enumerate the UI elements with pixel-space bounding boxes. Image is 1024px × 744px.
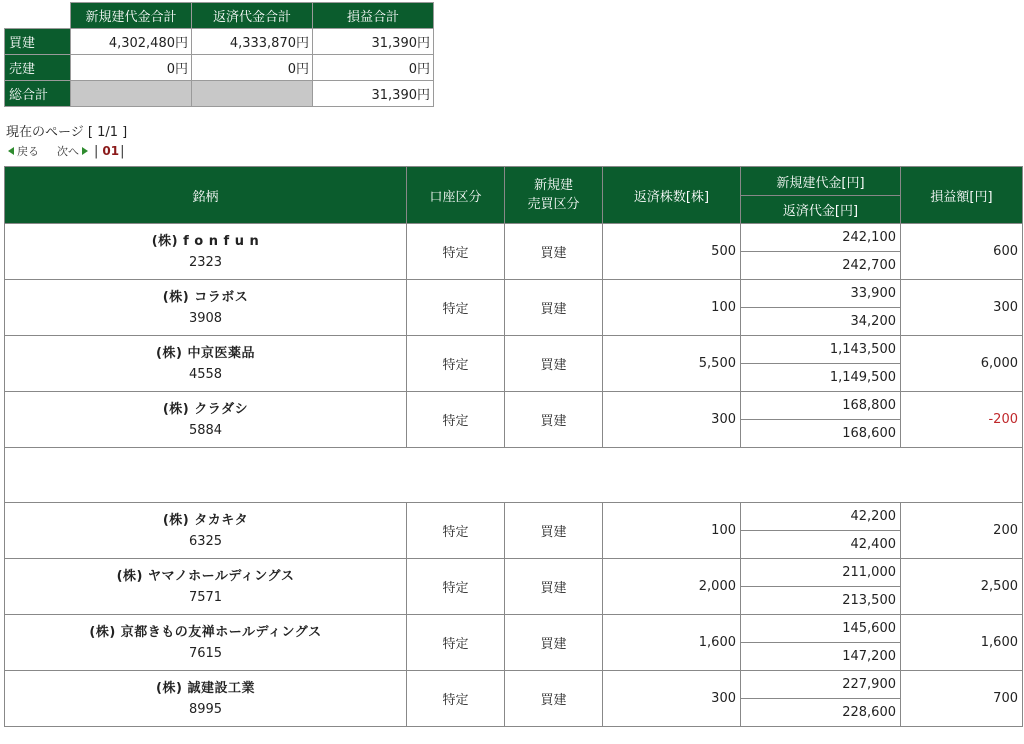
profit-loss: -200 [901,392,1023,448]
repay-amount: 213,500 [741,587,901,615]
new-amount: 33,900 [741,280,901,308]
stock-cell [5,671,407,727]
stock-cell [5,224,407,280]
summary-pl-value: 31,390円 [313,29,434,55]
summary-new-value: 0円 [71,55,192,81]
table-row [5,280,1023,308]
summary-pl-value: 0円 [313,55,434,81]
account-type: 特定 [407,559,505,615]
table-row [5,671,1023,699]
back-label: 戻る [17,145,39,158]
stock-name[interactable]: (株) クラダシ [162,401,249,417]
summary-row-label: 買建 [5,29,71,55]
stock-cell [5,615,407,671]
new-amount: 227,900 [741,671,901,699]
page-link-01[interactable]: 01 [102,144,120,158]
header-repay-amount: 返済代金[円] [741,196,901,224]
account-type: 特定 [407,224,505,280]
new-amount: 42,200 [741,503,901,531]
profit-loss: 700 [901,671,1023,727]
profit-loss: 1,600 [901,615,1023,671]
table-row [5,615,1023,643]
stock-code: 8995 [188,701,223,717]
account-type: 特定 [407,615,505,671]
repay-amount: 242,700 [741,252,901,280]
profit-loss: 200 [901,503,1023,559]
account-type: 特定 [407,503,505,559]
account-type: 特定 [407,336,505,392]
repay-shares: 100 [603,280,741,336]
triangle-left-icon [8,147,14,155]
new-amount: 145,600 [741,615,901,643]
stock-cell [5,503,407,559]
repay-shares: 1,600 [603,615,741,671]
summary-corner [5,3,71,29]
trade-type: 買建 [505,671,603,727]
new-amount: 168,800 [741,392,901,420]
header-shares: 返済株数[株] [603,167,741,224]
header-pl: 損益額[円] [901,167,1023,224]
summary-header-new: 新規建代金合計 [71,3,192,29]
stock-code: 3908 [188,310,223,326]
account-type: 特定 [407,280,505,336]
triangle-right-icon [82,147,88,155]
stock-name[interactable]: (株) f o n f u n [151,233,260,249]
repay-amount: 147,200 [741,643,901,671]
page-status: 現在のページ [ 1/1 ] [6,125,128,140]
profit-loss: 6,000 [901,336,1023,392]
summary-header-pl: 損益合計 [313,3,434,29]
repay-amount: 42,400 [741,531,901,559]
summary-repay-value: 0円 [192,55,313,81]
next-link[interactable] [57,143,88,159]
spacer-cell [5,448,1023,503]
stock-code: 7615 [188,645,223,661]
summary-table [4,2,434,107]
repay-shares: 100 [603,503,741,559]
profit-loss: 300 [901,280,1023,336]
repay-amount: 168,600 [741,420,901,448]
table-row [5,336,1023,364]
header-stock: 銘柄 [5,167,407,224]
trade-type: 買建 [505,559,603,615]
stock-name[interactable]: (株) ヤマノホールディングス [116,568,295,584]
stock-code: 7571 [188,589,223,605]
repay-amount: 34,200 [741,308,901,336]
header-account: 口座区分 [407,167,505,224]
repay-amount: 1,149,500 [741,364,901,392]
repay-shares: 300 [603,671,741,727]
header-trade-line2: 売買区分 [527,197,580,212]
repay-shares: 5,500 [603,336,741,392]
stock-name[interactable]: (株) 誠建設工業 [156,680,255,696]
repay-amount: 228,600 [741,699,901,727]
positions-table [4,166,1023,727]
trade-type: 買建 [505,615,603,671]
summary-new-value [71,81,192,107]
repay-shares: 2,000 [603,559,741,615]
summary-row-buy [5,29,434,55]
trade-type: 買建 [505,280,603,336]
stock-code: 2323 [188,254,223,270]
stock-code: 4558 [188,366,223,382]
trade-type: 買建 [505,392,603,448]
summary-pl-value: 31,390円 [313,81,434,107]
header-trade [505,167,603,224]
table-row [5,559,1023,587]
stock-code: 5884 [188,422,223,438]
stock-cell [5,392,407,448]
stock-name[interactable]: (株) コラボス [162,289,249,305]
header-new-amount: 新規建代金[円] [741,167,901,196]
spacer-row [5,448,1023,503]
new-amount: 211,000 [741,559,901,587]
trade-type: 買建 [505,503,603,559]
summary-header-repay: 返済代金合計 [192,3,313,29]
pager-separator: | [94,143,99,159]
account-type: 特定 [407,671,505,727]
stock-code: 6325 [188,533,223,549]
summary-row-sell [5,55,434,81]
new-amount: 1,143,500 [741,336,901,364]
account-type: 特定 [407,392,505,448]
stock-name[interactable]: (株) 中京医薬品 [156,345,255,361]
header-trade-line1: 新規建 [533,178,573,193]
summary-new-value: 4,302,480円 [71,29,192,55]
summary-row-total [5,81,434,107]
profit-loss: 2,500 [901,559,1023,615]
trade-type: 買建 [505,336,603,392]
table-row [5,503,1023,531]
table-row [5,392,1023,420]
pager-separator: | [120,143,125,159]
repay-shares: 500 [603,224,741,280]
profit-loss: 600 [901,224,1023,280]
stock-name[interactable]: (株) タカキタ [162,512,249,528]
next-label: 次へ [57,145,79,158]
stock-cell [5,336,407,392]
stock-cell [5,280,407,336]
stock-name[interactable]: (株) 京都きもの友禅ホールディングス [89,624,322,640]
new-amount: 242,100 [741,224,901,252]
summary-row-label: 売建 [5,55,71,81]
table-row [5,224,1023,252]
summary-repay-value: 4,333,870円 [192,29,313,55]
stock-cell [5,559,407,615]
repay-shares: 300 [603,392,741,448]
summary-row-label: 総合計 [5,81,71,107]
back-link[interactable] [8,143,39,159]
trade-type: 買建 [505,224,603,280]
pager [8,143,124,159]
summary-repay-value [192,81,313,107]
